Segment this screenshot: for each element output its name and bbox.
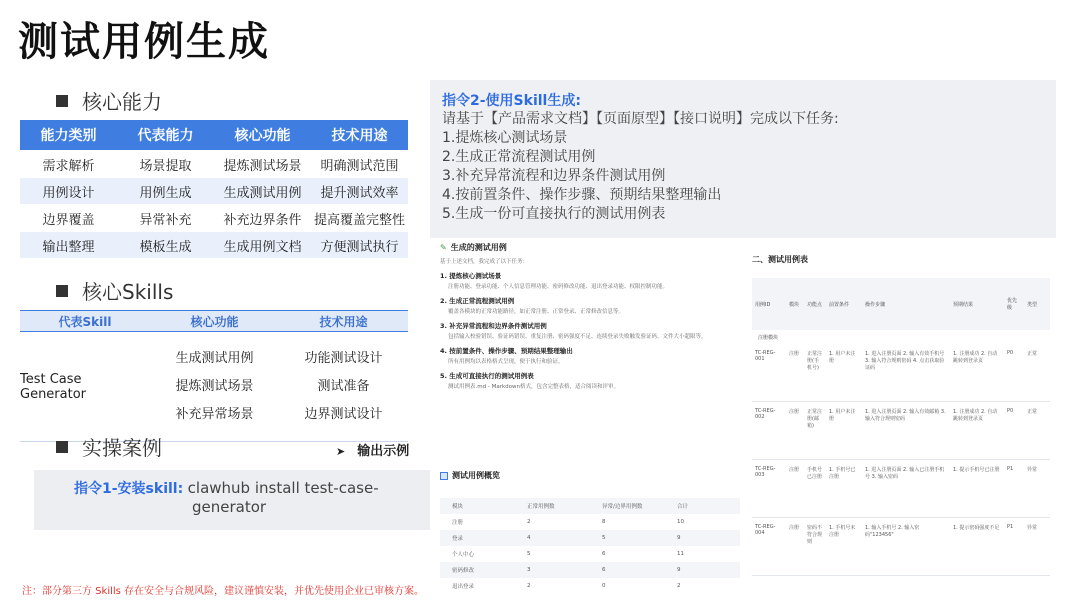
case-table — [752, 278, 1050, 576]
output-example-label — [336, 440, 409, 459]
table-cell: 补充异常场景 — [175, 406, 254, 422]
doc-title — [440, 242, 740, 253]
output-document — [440, 242, 1050, 598]
doc-item-heading: 1. 提炼核心测试场景 — [440, 272, 502, 280]
header-cell: 能力类别 — [40, 128, 97, 144]
header-cell: 预期结果 — [953, 301, 974, 308]
table-cell: TC-REG-003 — [755, 466, 776, 478]
section-heading-core-skills — [56, 276, 173, 305]
table-cell: 模板生成 — [139, 239, 192, 255]
table-cell: 输出整理 — [42, 239, 95, 255]
table-header — [440, 498, 740, 514]
table-cell: 正常注册(手机号) — [807, 351, 823, 371]
table-cell: 正常 — [1027, 409, 1038, 415]
table-cell: 1. 用户未注册 — [829, 409, 856, 422]
doc-item-text: 注册功能、登录功能、个人信息管理功能、密码修改功能、退出登录功能、权限控制功能。 — [448, 284, 669, 290]
section-heading-core-ability — [56, 86, 162, 115]
table-row — [752, 402, 1050, 460]
table-cell: 2 — [677, 583, 681, 589]
document-right-column — [752, 242, 1050, 598]
table-cell: 提高覆盖完整性 — [313, 212, 405, 228]
table-row — [440, 578, 740, 594]
table-cell: 1. 进入注册页面 2. 输入有效邮箱 3. 输入符合规则密码 — [865, 409, 946, 422]
doc-item-heading: 5. 生成可直接执行的测试用例表 — [440, 372, 534, 380]
instruction2-step: 5.生成一份可直接执行的测试用例表 — [442, 206, 666, 222]
table-cell: 手机号已注册 — [807, 467, 823, 480]
table-cell: 提炼测试场景 — [223, 158, 302, 174]
table-cell: 4 — [527, 535, 531, 541]
table-body — [20, 332, 408, 442]
table-cell: 9 — [677, 535, 681, 541]
table-row — [752, 518, 1050, 576]
section-heading-text: 核心能力 — [82, 90, 162, 114]
header-cell: 用例ID — [755, 301, 771, 308]
header-cell: 操作步骤 — [865, 301, 886, 308]
table-cell: 5 — [527, 551, 531, 557]
table-cell: 10 — [677, 519, 684, 525]
table-cell: 1. 手机号未注册 — [829, 525, 856, 538]
header-cell: 代表Skill — [58, 314, 112, 329]
square-bullet-icon — [56, 285, 68, 297]
table-cell: 8 — [602, 519, 606, 525]
instruction1-command-line1: clawhub install test-case- — [187, 479, 379, 497]
header-cell: 正常用例数 — [527, 504, 555, 510]
doc-item-text: 所有用例均以表格格式呈现，便于执行和验证。 — [448, 359, 564, 365]
table-cell: 5 — [602, 535, 606, 541]
table-cell: 提炼测试场景 — [175, 378, 254, 394]
table-row — [20, 178, 408, 204]
table-cell: P1 — [1007, 466, 1014, 472]
table-cell: 边界测试设计 — [304, 406, 383, 422]
table-cell: 注册 — [452, 520, 464, 526]
table-cell: 9 — [677, 567, 681, 573]
header-cell: 核心功能 — [234, 128, 291, 144]
doc-item-text: 测试用例表.md - Markdown格式，包含完整表格，适合阅读和评审。 — [448, 384, 619, 390]
table-cell: 注册 — [789, 467, 800, 473]
table-cell: 0 — [602, 583, 606, 589]
table-cell: TC-REG-004 — [755, 524, 776, 536]
document-left-column — [440, 242, 740, 598]
risk-note: 注：部分第三方 Skills 存在安全与合规风险，建议谨慎安装，并优先使用企业已审核方案。 — [22, 586, 425, 597]
doc-item-heading: 4. 按前置条件、操作步骤、预期结果整理输出 — [440, 347, 573, 355]
summary-title-text: 测试用例概览 — [452, 471, 500, 480]
header-cell: 功能点 — [807, 301, 823, 308]
instruction2-panel — [430, 80, 1056, 238]
header-cell: 优先级 — [1007, 298, 1018, 311]
table-cell: 场景提取 — [139, 158, 192, 174]
table-cell: 1. 手机号已注册 — [829, 467, 856, 480]
instruction1-box — [34, 470, 430, 530]
doc-item-text: 包括输入校验错误、验证码错误、重复注册、密码强度不足、连续登录失败触发验证码、文件大小超限等。 — [448, 334, 707, 340]
table-cell: 6 — [602, 567, 606, 573]
table-cell: 密码不符合规则 — [807, 525, 823, 545]
table-cell: 功能测试设计 — [304, 350, 383, 366]
table-header — [20, 120, 408, 150]
table-cell: P0 — [1007, 350, 1014, 356]
instruction2-intro: 请基于【产品需求文档】【页面原型】【接口说明】完成以下任务: — [442, 111, 839, 127]
core-skills-table — [20, 310, 408, 442]
case-table-title: 二、测试用例表 — [752, 255, 808, 264]
instruction1-command-line2: generator — [192, 498, 267, 516]
table-cell: 测试准备 — [317, 378, 370, 394]
table-cell: 需求解析 — [42, 158, 95, 174]
square-bullet-icon — [56, 95, 68, 107]
table-row — [752, 344, 1050, 402]
table-cell: 1. 进入注册页面 2. 输入已注册手机号 3. 输入密码 — [865, 467, 945, 480]
table-cell: 退出登录 — [452, 584, 475, 590]
doc-intro: 基于上述文档，我完成了以下任务： — [440, 259, 529, 265]
table-cell: TC-REG-001 — [755, 350, 776, 362]
instruction2-step: 3.补充异常流程和边界条件测试用例 — [442, 168, 666, 184]
table-row — [20, 205, 408, 231]
output-example-text: 输出示例 — [357, 444, 410, 459]
table-row — [440, 514, 740, 530]
section-heading-text: 实操案例 — [82, 436, 162, 460]
instruction2-label: 指令2-使用Skill生成: — [442, 93, 581, 109]
table-row — [440, 530, 740, 546]
table-cell: 密码修改 — [452, 568, 475, 574]
table-row — [150, 370, 408, 398]
case-category-row: 注册模块 — [758, 334, 779, 341]
table-cell: TC-REG-002 — [755, 408, 776, 420]
core-ability-table — [20, 120, 408, 258]
table-cell: 生成测试用例 — [223, 185, 302, 201]
skill-name-cell: Test Case Generator — [20, 372, 87, 402]
table-cell: P0 — [1007, 408, 1014, 414]
instruction2-step: 4.按前置条件、操作步骤、预期结果整理输出 — [442, 187, 722, 203]
summary-table — [440, 498, 740, 594]
header-cell: 技术用途 — [319, 314, 368, 329]
pencil-icon: ✎ — [440, 243, 447, 252]
table-cell: 正常 — [1027, 351, 1038, 357]
table-cell: 1. 注册成功 2. 自动跳转到登录页 — [953, 351, 998, 364]
table-row — [440, 562, 740, 578]
table-cell: 异常补充 — [139, 212, 192, 228]
arrow-right-icon: ➤ — [336, 445, 346, 458]
table-cell: 1. 提示密码强度不足 — [953, 525, 1000, 531]
table-cell: 生成用例文档 — [223, 239, 302, 255]
summary-title — [440, 470, 500, 481]
instruction2-step: 2.生成正常流程测试用例 — [442, 149, 596, 165]
table-cell: 登录 — [452, 536, 464, 542]
section-heading-text: 核心Skills — [82, 280, 174, 304]
table-header — [752, 278, 1050, 330]
table-cell: 边界覆盖 — [42, 212, 95, 228]
header-cell: 类型 — [1027, 301, 1038, 308]
table-cell: 用例生成 — [139, 185, 192, 201]
header-cell: 代表能力 — [137, 128, 194, 144]
table-cell: 异常 — [1027, 467, 1038, 473]
table-cell: 6 — [602, 551, 606, 557]
instruction1-label: 指令1-安装skill: — [74, 481, 184, 497]
table-row — [752, 460, 1050, 518]
table-cell: P1 — [1007, 524, 1014, 530]
header-cell: 模块 — [789, 301, 800, 308]
table-cell: 11 — [677, 551, 684, 557]
table-cell: 补充边界条件 — [223, 212, 302, 228]
table-cell: 注册 — [789, 351, 800, 357]
table-cell: 注册 — [789, 525, 800, 531]
table-cell: 1. 进入注册页面 2. 输入有效手机号 3. 输入符合规则密码 4. 点击获取验证码 — [865, 351, 945, 371]
table-cell: 1. 注册成功 2. 自动跳转到登录页 — [953, 409, 998, 422]
table-cell: 提升测试效率 — [320, 185, 399, 201]
page-title: 测试用例生成 — [18, 19, 270, 65]
table-header — [20, 310, 408, 332]
header-cell: 模块 — [452, 504, 464, 510]
table-row — [150, 342, 408, 370]
section-heading-practice — [56, 432, 162, 461]
table-cell: 3 — [527, 567, 531, 573]
table-cell: 个人中心 — [452, 552, 475, 558]
table-cell: 1. 输入手机号 2. 输入密码"123456" — [865, 525, 920, 538]
table-row — [20, 232, 408, 258]
table-cell: 2 — [527, 583, 531, 589]
table-cell: 1. 提示手机号已注册 — [953, 467, 1000, 473]
header-cell: 异常/边界用例数 — [602, 504, 643, 510]
header-cell: 核心功能 — [190, 314, 239, 329]
table-cell: 注册 — [789, 409, 800, 415]
doc-item-text: 覆盖各模块的正常功能路径，如正常注册、正常登录、正常修改信息等。 — [448, 309, 625, 315]
table-cell: 异常 — [1027, 525, 1038, 531]
doc-item-heading: 2. 生成正常流程测试用例 — [440, 297, 515, 305]
header-cell: 前置条件 — [829, 301, 850, 308]
instruction2-step: 1.提炼核心测试场景 — [442, 130, 568, 146]
table-cell: 正常注册(邮箱) — [807, 409, 823, 429]
square-bullet-icon — [56, 441, 68, 453]
chart-icon — [440, 472, 448, 480]
table-cell: 1. 用户未注册 — [829, 351, 856, 364]
table-cell: 明确测试范围 — [320, 158, 399, 174]
table-cell: 生成测试用例 — [175, 350, 254, 366]
table-row — [20, 151, 408, 177]
table-cell: 用例设计 — [42, 185, 95, 201]
table-cell: 2 — [527, 519, 531, 525]
doc-item-heading: 3. 补充异常流程和边界条件测试用例 — [440, 322, 547, 330]
table-cell: 方便测试执行 — [320, 239, 399, 255]
table-row — [440, 546, 740, 562]
table-row — [150, 398, 408, 426]
doc-title-text: 生成的测试用例 — [450, 243, 507, 252]
header-cell: 合计 — [677, 504, 689, 510]
header-cell: 技术用途 — [331, 128, 388, 144]
